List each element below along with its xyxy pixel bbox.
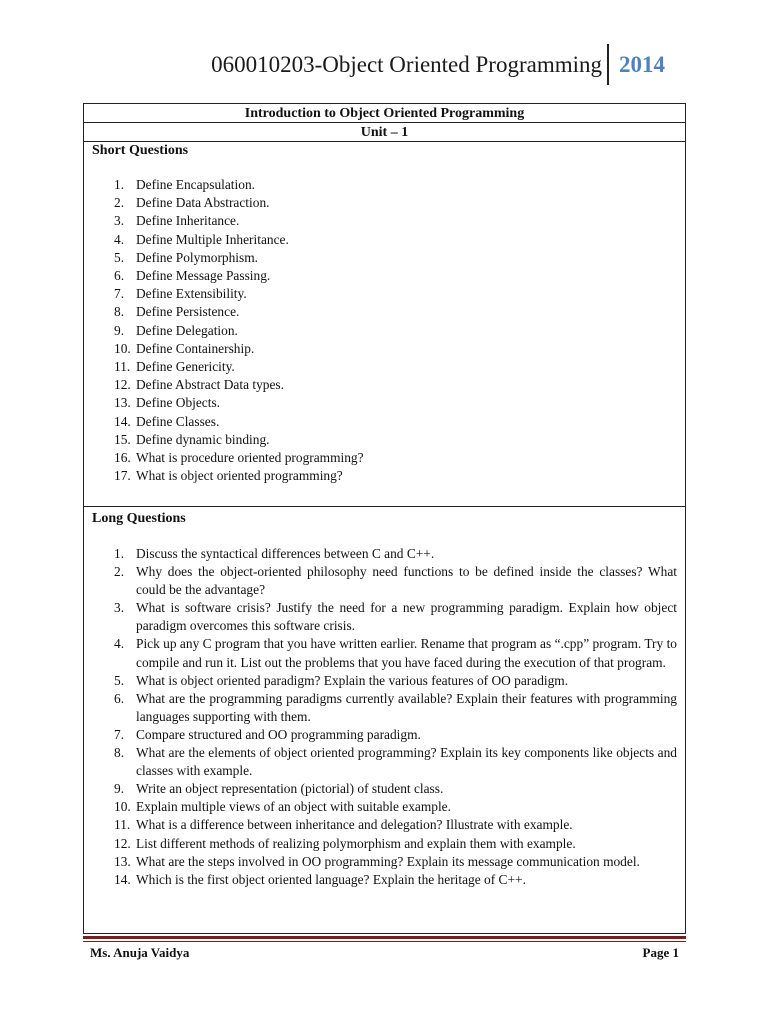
question-item xyxy=(92,340,677,358)
short-questions-heading: Short Questions xyxy=(92,143,189,158)
question-text: Define Encapsulation. xyxy=(136,177,255,192)
question-text: Compare structured and OO programming paradigm. xyxy=(136,726,421,742)
question-item xyxy=(92,672,677,690)
question-item xyxy=(92,726,677,744)
question-number: 4. xyxy=(114,231,125,247)
question-number: 12. xyxy=(114,377,131,393)
question-text: Define Objects. xyxy=(136,395,221,411)
question-text: Define Extensibility. xyxy=(136,286,247,302)
short-questions-list xyxy=(92,176,677,485)
question-item xyxy=(92,267,677,285)
question-number: 10. xyxy=(114,799,131,815)
question-number: 2. xyxy=(114,564,125,580)
question-item xyxy=(92,744,677,780)
question-number: 8. xyxy=(114,304,125,320)
question-text: Define Message Passing. xyxy=(136,268,271,284)
question-item xyxy=(92,322,677,340)
question-item xyxy=(92,176,677,194)
question-text: Define Inheritance. xyxy=(136,213,240,229)
question-number: 4. xyxy=(114,636,125,652)
question-text: Define Multiple Inheritance. xyxy=(136,231,289,247)
question-item xyxy=(92,358,677,376)
question-item xyxy=(92,871,677,889)
question-item xyxy=(92,212,677,230)
question-item xyxy=(92,835,677,853)
question-number: 2. xyxy=(114,195,125,211)
footer-rule xyxy=(83,936,686,939)
question-number: 11. xyxy=(114,817,131,833)
question-item xyxy=(92,853,677,871)
question-item xyxy=(92,798,677,816)
question-text: Define Genericity. xyxy=(136,359,235,375)
question-item xyxy=(92,599,677,635)
question-number: 8. xyxy=(114,745,125,761)
question-number: 6. xyxy=(114,268,125,284)
header-title: 060010203-Object Oriented Programming xyxy=(211,52,602,77)
question-item xyxy=(92,249,677,267)
question-item xyxy=(92,449,677,467)
question-text: Pick up any C program that you have written earlier. Rename that program as “.cpp” program. Try to compile and run it. List out the problems that you have faced during the execution of that program. xyxy=(136,636,677,670)
question-item xyxy=(92,635,677,671)
question-number: 1. xyxy=(114,546,125,561)
question-text: Write an object representation (pictorial) of student class. xyxy=(136,781,444,797)
question-text: What is object oriented programming? xyxy=(136,468,343,484)
question-number: 10. xyxy=(114,340,131,356)
footer-author: Ms. Anuja Vaidya xyxy=(90,945,190,960)
question-text: Why does the object-oriented philosophy need functions to be defined inside the classes? What could be the advantage? xyxy=(136,564,677,598)
question-item xyxy=(92,231,677,249)
question-text: Define dynamic binding. xyxy=(136,431,270,447)
question-text: Define Abstract Data types. xyxy=(136,377,284,393)
long-questions-heading: Long Questions xyxy=(92,511,186,526)
question-number: 3. xyxy=(114,600,125,616)
header-year: 2014 xyxy=(619,52,665,77)
question-number: 5. xyxy=(114,672,125,688)
short-questions-section xyxy=(84,142,685,507)
long-questions-list xyxy=(92,545,677,889)
question-item xyxy=(92,690,677,726)
question-text: Define Persistence. xyxy=(136,304,240,320)
question-number: 14. xyxy=(114,871,131,887)
question-item xyxy=(92,376,677,394)
question-text: What are the elements of object oriented programming? Explain its key components like objects and classes with example. xyxy=(136,745,677,779)
question-item xyxy=(92,285,677,303)
question-number: 9. xyxy=(114,322,125,338)
question-number: 9. xyxy=(114,781,125,797)
question-item xyxy=(92,467,677,485)
question-item xyxy=(92,394,677,412)
question-number: 7. xyxy=(114,286,125,302)
question-text: Define Classes. xyxy=(136,413,220,429)
question-number: 12. xyxy=(114,835,131,851)
header-divider xyxy=(607,44,609,85)
question-text: Define Polymorphism. xyxy=(136,249,258,265)
unit-label: Unit – 1 xyxy=(84,123,685,142)
question-item xyxy=(92,563,677,599)
question-number: 16. xyxy=(114,450,131,466)
question-number: 13. xyxy=(114,853,131,869)
question-number: 13. xyxy=(114,395,131,411)
question-item xyxy=(92,780,677,798)
long-questions-section xyxy=(84,507,685,889)
question-number: 11. xyxy=(114,359,131,375)
question-number: 15. xyxy=(114,431,131,447)
question-number: 6. xyxy=(114,690,125,706)
question-item xyxy=(92,303,677,321)
question-text: What is object oriented paradigm? Explain the various features of OO paradigm. xyxy=(136,672,569,688)
question-text: Explain multiple views of an object with suitable example. xyxy=(136,799,451,815)
question-item xyxy=(92,194,677,212)
question-text: Discuss the syntactical differences between C and C++. xyxy=(136,546,435,561)
question-text: What are the programming paradigms currently available? Explain their features with programming languages supporting with them. xyxy=(136,690,677,724)
question-number: 5. xyxy=(114,249,125,265)
question-text: Which is the first object oriented language? Explain the heritage of C++. xyxy=(136,871,526,887)
question-item xyxy=(92,545,677,563)
question-number: 17. xyxy=(114,468,131,484)
question-item xyxy=(92,431,677,449)
question-number: 7. xyxy=(114,726,125,742)
footer-rule-thin xyxy=(83,941,686,942)
question-item xyxy=(92,413,677,431)
question-text: List different methods of realizing polymorphism and explain them with example. xyxy=(136,835,576,851)
question-text: Define Data Abstraction. xyxy=(136,195,270,211)
question-text: Define Delegation. xyxy=(136,322,238,338)
footer-page-number: Page 1 xyxy=(642,945,679,960)
question-text: What is procedure oriented programming? xyxy=(136,450,364,466)
question-number: 3. xyxy=(114,213,125,229)
question-text: What is software crisis? Justify the need for a new programming paradigm. Explain how object paradigm overcomes this software crisis. xyxy=(136,600,677,634)
question-number: 14. xyxy=(114,413,131,429)
question-text: What are the steps involved in OO programming? Explain its message communication model. xyxy=(136,853,640,869)
question-item xyxy=(92,816,677,834)
question-number: 1. xyxy=(114,177,125,192)
question-table xyxy=(83,103,686,934)
table-title: Introduction to Object Oriented Programming xyxy=(84,104,685,123)
question-text: What is a difference between inheritance and delegation? Illustrate with example. xyxy=(136,817,573,833)
question-text: Define Containership. xyxy=(136,340,255,356)
